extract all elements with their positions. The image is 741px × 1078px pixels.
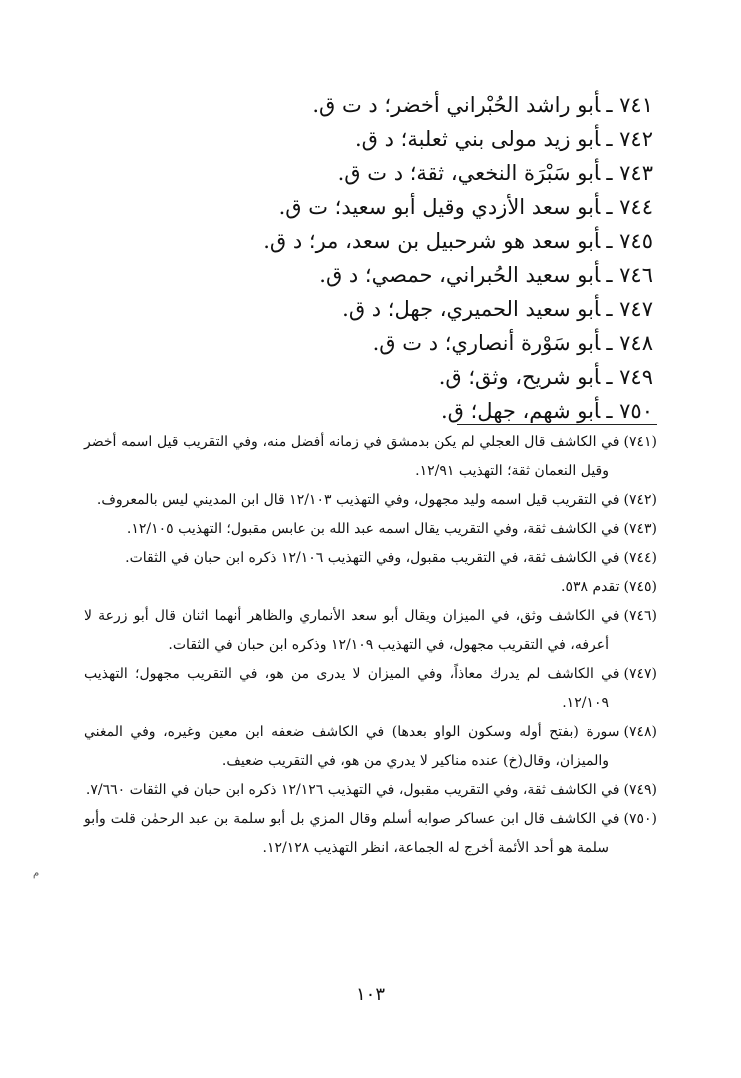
entry — [93, 88, 653, 122]
footnote — [84, 718, 657, 776]
entry-number: ٧٥٠ ـ — [606, 399, 653, 423]
entry-number: ٧٤٦ ـ — [606, 263, 653, 287]
footnote-ref: (٧٤٨) — [623, 724, 657, 740]
footnote-ref: (٧٤٢) — [623, 492, 657, 508]
footnote-ref: (٧٤٥) — [623, 579, 657, 595]
footnote — [84, 660, 657, 718]
entry-list — [93, 88, 653, 428]
footnote — [84, 428, 657, 486]
entry — [93, 360, 653, 394]
footnote — [84, 515, 657, 544]
footnote — [84, 573, 657, 602]
entry-text: أبو سَوْرة أنصاري؛ د ت ق. — [372, 331, 601, 355]
footnote-separator — [457, 424, 657, 425]
entry-number: ٧٤٤ ـ — [606, 195, 653, 219]
entry-number: ٧٤١ ـ — [606, 93, 653, 117]
footnote-ref: (٧٤٩) — [623, 782, 657, 798]
footnote-text: في الكاشف لم يدرك معاذاً، وفي الميزان لا يدرى من هو، في التقريب مجهول؛ التهذيب ١٢/١٠٩. — [84, 666, 620, 711]
footnote-text: في الكاشف ثقة، وفي التقريب يقال اسمه عبد الله بن عابس مقبول؛ التهذيب ١٢/١٠٥. — [126, 521, 620, 537]
entry-number: ٧٤٨ ـ — [606, 331, 653, 355]
entry — [93, 224, 653, 258]
footnote-text: سورة (بفتح أوله وسكون الواو بعدها) في الكاشف ضعفه ابن معين وغيره، وفي المغني والميزان، وقال(خ) عنده مناكير لا يدري من هو، في التقريب ضعيف. — [84, 724, 620, 769]
entry-number: ٧٤٢ ـ — [606, 127, 653, 151]
entry-text: أبو سعد الأزدي وقيل أبو سعيد؛ ت ق. — [278, 195, 601, 219]
footnote-text: في التقريب قيل اسمه وليد مجهول، وفي التهذيب ١٢/١٠٣ قال ابن المديني ليس بالمعروف. — [96, 492, 620, 508]
footnote-ref: (٧٥٠) — [623, 811, 657, 827]
footnote-text: تقدم ٥٣٨. — [561, 579, 620, 595]
footnote-text: في الكاشف قال ابن عساكر صوابه أسلم وقال المزي بل أبو سلمة بن عبد الرحمٰن قلت وأبو سلمة هو أحد الأئمة أخرج له الجماعة، انظر التهذيب ١٢/١٢٨. — [84, 811, 620, 856]
entry-number: ٧٤٥ ـ — [606, 229, 653, 253]
footnote — [84, 486, 657, 515]
footnote-text: في الكاشف ثقة، في التقريب مقبول، وفي التهذيب ١٢/١٠٦ ذكره ابن حبان في الثقات. — [125, 550, 620, 566]
footnote-ref: (٧٤٤) — [623, 550, 657, 566]
entry-text: أبو سعد هو شرحبيل بن سعد، مر؛ د ق. — [263, 229, 601, 253]
footnote — [84, 776, 657, 805]
footnote-ref: (٧٤٣) — [623, 521, 657, 537]
footnote-text: في الكاشف قال العجلي لم يكن بدمشق في زمانه أفضل منه، وفي التقريب قيل اسمه أخضر وقيل النعمان ثقة؛ التهذيب ١٢/٩١. — [84, 434, 620, 479]
entry — [93, 122, 653, 156]
entry — [93, 190, 653, 224]
entry-text: أبو راشد الحُبْراني أخضر؛ د ت ق. — [312, 93, 601, 117]
entry-number: ٧٤٣ ـ — [606, 161, 653, 185]
entry-number: ٧٤٧ ـ — [606, 297, 653, 321]
entry — [93, 156, 653, 190]
footnote-text: في الكاشف ثقة، وفي التقريب مقبول، في التهذيب ١٢/١٢٦ ذكره ابن حبان في الثقات ٧/٦٦٠. — [85, 782, 620, 798]
entry — [93, 258, 653, 292]
entry — [93, 292, 653, 326]
footnote-ref: (٧٤٦) — [623, 608, 657, 624]
entry-text: أبو سَبْرَة النخعي، ثقة؛ د ت ق. — [337, 161, 601, 185]
footnote-text: في الكاشف وثق، في الميزان ويقال أبو سعد الأنماري والظاهر أنهما اثنان قال أبو زرعة لا أعرفه، في التقريب مجهول، في التهذيب ١٢/١٠٩ وذكره ابن حبان في الثقات. — [84, 608, 620, 653]
entry — [93, 326, 653, 360]
margin-mark: م — [33, 868, 40, 879]
footnote-ref: (٧٤٧) — [623, 666, 657, 682]
entry-text: أبو شريح، وثق؛ ق. — [438, 365, 601, 389]
entry-text: أبو سعيد الحميري، جهل؛ د ق. — [342, 297, 601, 321]
entry-number: ٧٤٩ ـ — [606, 365, 653, 389]
entry-text: أبو سعيد الحُبراني، حمصي؛ د ق. — [319, 263, 601, 287]
footnote — [84, 602, 657, 660]
entry-text: أبو زيد مولى بني ثعلبة؛ د ق. — [354, 127, 601, 151]
footnote — [84, 805, 657, 863]
footnote-list — [84, 428, 657, 863]
footnote-ref: (٧٤١) — [623, 434, 657, 450]
entry — [93, 394, 653, 428]
page-number: ١٠٣ — [355, 984, 385, 1005]
footnote — [84, 544, 657, 573]
entry-text: أبو شهم، جهل؛ ق. — [440, 399, 601, 423]
